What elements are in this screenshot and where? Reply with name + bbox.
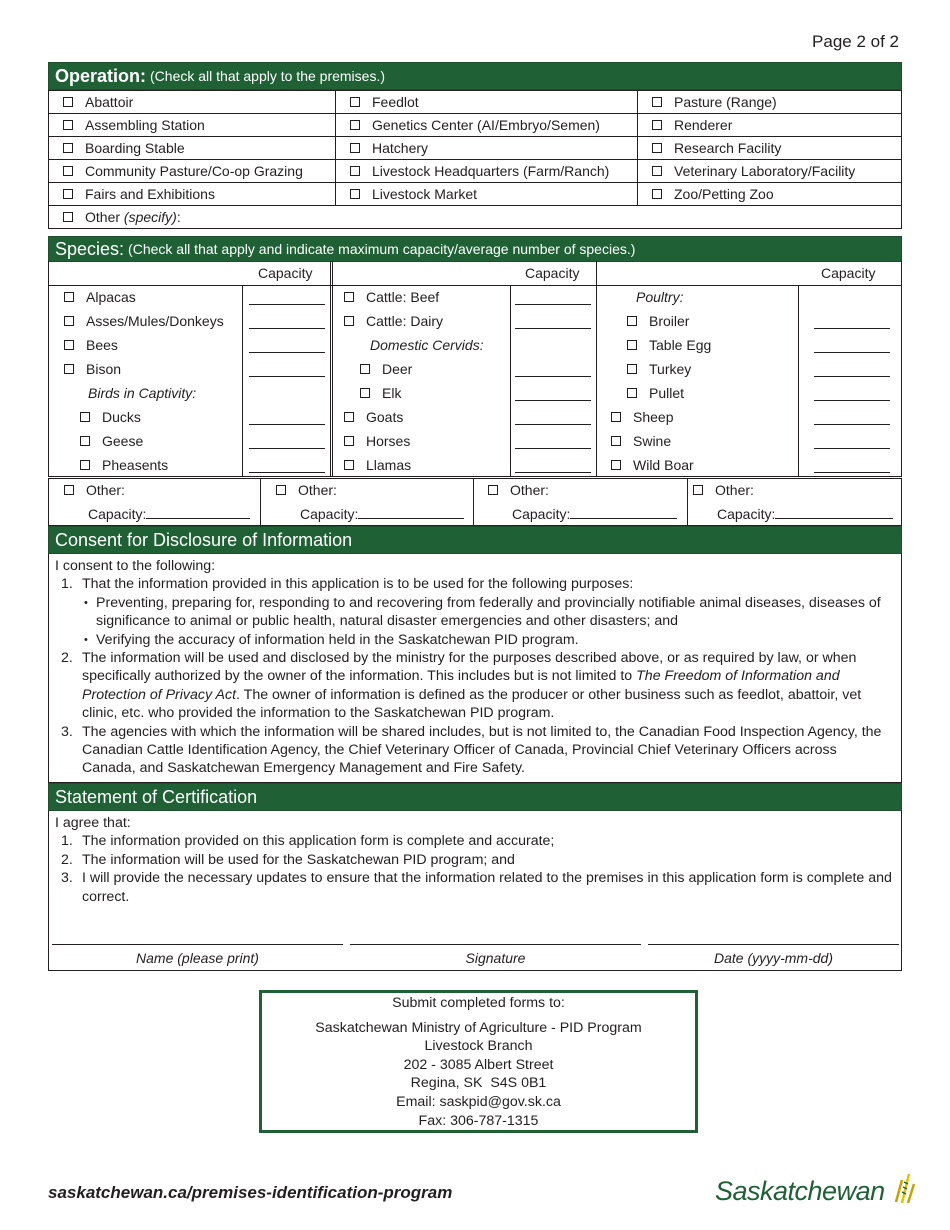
checkbox[interactable] <box>652 166 662 176</box>
consent-intro: I consent to the following: <box>55 558 216 574</box>
checkbox[interactable] <box>350 120 360 130</box>
species-subtitle: (Check all that apply and indicate maximum capacity/average number of species.) <box>128 241 636 257</box>
checkbox[interactable] <box>627 388 637 398</box>
divider <box>330 261 331 477</box>
capacity-field[interactable] <box>249 304 325 305</box>
submit-line: Regina, SK S4S 0B1 <box>410 1075 547 1092</box>
consent-bullet-2: • Verifying the accuracy of information held in the Saskatchewan PID program. <box>82 631 893 649</box>
species-label: Alpacas <box>86 289 136 305</box>
species-option[interactable] <box>627 337 711 353</box>
checkbox[interactable] <box>350 189 360 199</box>
other-specify: (specify) <box>123 209 177 225</box>
date-field[interactable] <box>648 944 899 945</box>
species-option[interactable] <box>627 385 684 401</box>
checkbox[interactable] <box>80 460 90 470</box>
checkbox[interactable] <box>64 292 74 302</box>
divider <box>332 261 333 477</box>
species-option[interactable] <box>360 361 412 377</box>
species-label: Geese <box>102 433 144 449</box>
checkbox[interactable] <box>652 120 662 130</box>
species-label: Wild Boar <box>633 457 694 473</box>
list-item: 2. The information will be used for the Saskatchewan PID program; and <box>61 851 515 868</box>
operation-option[interactable] <box>49 137 336 160</box>
species-label: Table Egg <box>649 337 712 353</box>
capacity-label: Capacity: <box>512 506 571 522</box>
divider <box>473 478 474 525</box>
checkbox[interactable] <box>64 485 74 495</box>
option-label: Hatchery <box>372 140 429 156</box>
species-option[interactable] <box>611 409 673 425</box>
certification-body <box>48 811 902 971</box>
species-label: Cattle: Beef <box>366 289 440 305</box>
capacity-label: Capacity: <box>88 506 147 522</box>
consent-sublist <box>82 594 893 649</box>
option-label: Abattoir <box>85 94 134 110</box>
operation-other[interactable] <box>49 206 902 229</box>
footer-url[interactable]: saskatchewan.ca/premises-identification-program <box>48 1183 453 1202</box>
submit-heading: Submit completed forms to: <box>392 995 565 1011</box>
checkbox[interactable] <box>63 143 73 153</box>
submit-fax: Fax: 306-787-1315 <box>418 1112 539 1129</box>
capacity-field[interactable] <box>249 472 325 473</box>
species-other-row <box>48 478 902 526</box>
option-label: Pasture (Range) <box>674 94 777 110</box>
capacity-field[interactable] <box>814 376 890 377</box>
other-colon: : <box>176 209 181 225</box>
other-capacity[interactable] <box>717 506 893 522</box>
divider <box>798 285 799 477</box>
option-label: Community Pasture/Co-op Grazing <box>85 163 303 179</box>
certification-header <box>48 783 902 811</box>
certification-item: The information will be used for the Saskatchewan PID program; and <box>82 851 515 868</box>
certification-item: I will provide the necessary updates to ensure that the information related to the premises in this application form is complete and correct. <box>82 870 892 905</box>
other-species-option[interactable] <box>64 482 125 498</box>
other-label: Other: <box>298 482 337 498</box>
checkbox[interactable] <box>652 97 662 107</box>
consent-item-2: The information will be used and disclosed by the ministry for the purposes described above, or as required by law, or when specifically authorized by the owner of the information. This includes but is not limited to <box>82 650 857 685</box>
divider <box>510 285 511 477</box>
other-species-option[interactable] <box>276 482 337 498</box>
name-label: Name (please print) <box>136 950 259 966</box>
checkbox[interactable] <box>80 436 90 446</box>
checkbox[interactable] <box>80 412 90 422</box>
consent-item-2-rest: . The owner of information is defined as the producer or other business such as feedlot, abattoir, vet clinic, etc. who provided the information to the Saskatchewan PID program. <box>82 686 862 722</box>
wheat-icon <box>890 1170 916 1204</box>
option-label: Livestock Market <box>372 186 478 202</box>
operation-option[interactable] <box>638 114 902 137</box>
other-label: Other: <box>715 482 754 498</box>
species-option[interactable] <box>64 337 118 353</box>
checkbox[interactable] <box>350 97 360 107</box>
consent-item-1: That the information provided in this application is to be used for the following purposes: <box>82 576 634 593</box>
operation-option[interactable] <box>336 114 638 137</box>
species-grid <box>48 261 902 477</box>
logo-text: Saskatchewan <box>715 1176 885 1206</box>
capacity-field[interactable] <box>515 424 591 425</box>
operation-option[interactable] <box>336 137 638 160</box>
consent-title: Consent for Disclosure of Information <box>55 529 353 550</box>
capacity-field[interactable] <box>249 328 325 329</box>
capacity-field[interactable] <box>814 448 890 449</box>
checkbox[interactable] <box>627 364 637 374</box>
operation-option[interactable] <box>336 160 638 183</box>
capacity-field[interactable] <box>515 328 591 329</box>
species-option[interactable] <box>80 409 141 425</box>
capacity-field[interactable] <box>249 352 325 353</box>
capacity-header: Capacity <box>525 265 580 281</box>
consent-header <box>48 526 902 554</box>
species-option[interactable] <box>360 385 401 401</box>
checkbox[interactable] <box>488 485 498 495</box>
species-option[interactable] <box>80 457 168 473</box>
checkbox[interactable] <box>693 485 703 495</box>
operation-option[interactable] <box>49 91 336 114</box>
checkbox[interactable] <box>276 485 286 495</box>
capacity-header: Capacity <box>258 265 313 281</box>
checkbox[interactable] <box>652 189 662 199</box>
other-label: Other <box>85 209 121 225</box>
list-item: 2. The information will be used and disclosed by the ministry for the purposes described above, or as required by law, or when specifically authorized by the owner of the information. This includes but is not limited to The Freedom of Information and Protection of Privacy Act. The owner of information is defined as the producer or other business such as feedlot, abattoir, vet clinic, etc. who provided the information to the Saskatchewan PID program. <box>61 650 862 722</box>
other-species-option[interactable] <box>693 482 754 498</box>
submit-line: Livestock Branch <box>424 1038 533 1055</box>
species-label: Broiler <box>649 313 690 329</box>
species-option[interactable] <box>344 457 411 473</box>
operation-option[interactable] <box>638 160 902 183</box>
capacity-header: Capacity <box>821 265 876 281</box>
checkbox[interactable] <box>627 316 637 326</box>
capacity-field[interactable] <box>358 518 464 519</box>
divider <box>260 478 261 525</box>
species-option[interactable] <box>627 361 691 377</box>
other-species-option[interactable] <box>488 482 549 498</box>
species-label: Pullet <box>649 385 685 401</box>
checkbox[interactable] <box>63 97 73 107</box>
species-option[interactable] <box>627 313 689 329</box>
option-label: Assembling Station <box>85 117 205 133</box>
species-header <box>48 236 902 262</box>
species-label: Bison <box>86 361 122 377</box>
checkbox[interactable] <box>627 340 637 350</box>
consent-list <box>55 575 893 777</box>
submit-line: Saskatchewan Ministry of Agriculture - PID Program <box>315 1019 642 1036</box>
page-number: Page 2 of 2 <box>812 32 899 51</box>
species-label: Swine <box>633 433 672 449</box>
capacity-field[interactable] <box>515 304 591 305</box>
capacity-field[interactable] <box>775 518 893 519</box>
other-capacity[interactable] <box>300 506 464 522</box>
checkbox[interactable] <box>611 460 621 470</box>
species-title: Species: <box>55 238 125 259</box>
capacity-field[interactable] <box>515 472 591 473</box>
operation-option[interactable] <box>336 183 638 206</box>
other-capacity[interactable] <box>88 506 250 522</box>
operation-option[interactable] <box>638 91 902 114</box>
list-item: 1. That the information provided in this application is to be used for the following purposes: • Preventing, preparing for, responding to and recovering from federally and provincially notifiable animal diseases, diseases of significance to animal or public health, natural disaster emergencies and other disasters; and • Verifying the accuracy of information held in the Saskatchewan PID program. <box>55 575 893 649</box>
capacity-field[interactable] <box>249 424 325 425</box>
option-label: Zoo/Petting Zoo <box>674 186 774 202</box>
operation-option[interactable] <box>638 137 902 160</box>
capacity-field[interactable] <box>814 472 890 473</box>
capacity-field[interactable] <box>146 518 250 519</box>
signature-field[interactable] <box>350 944 641 945</box>
divider <box>242 285 243 477</box>
species-label: Horses <box>366 433 411 449</box>
species-option[interactable] <box>80 433 143 449</box>
option-label: Livestock Headquarters (Farm/Ranch) <box>372 163 610 179</box>
divider <box>596 261 597 477</box>
submit-line: 202 - 3085 Albert Street <box>403 1056 554 1073</box>
other-capacity[interactable] <box>512 506 677 522</box>
other-label: Other: <box>86 482 125 498</box>
certification-item: The information provided on this application form is complete and accurate; <box>82 833 555 850</box>
capacity-field[interactable] <box>249 376 325 377</box>
option-label: Boarding Stable <box>85 140 185 156</box>
checkbox[interactable] <box>63 189 73 199</box>
option-label: Renderer <box>674 117 733 133</box>
checkbox[interactable] <box>652 143 662 153</box>
checkbox[interactable] <box>64 316 74 326</box>
capacity-field[interactable] <box>814 328 890 329</box>
act-title: The Freedom of Information and Protection of Privacy Act <box>82 668 840 703</box>
checkbox[interactable] <box>63 120 73 130</box>
checkbox[interactable] <box>350 143 360 153</box>
species-option[interactable] <box>344 409 403 425</box>
capacity-field[interactable] <box>515 376 591 377</box>
checkbox[interactable] <box>344 292 354 302</box>
checkbox[interactable] <box>360 388 370 398</box>
checkbox[interactable] <box>350 166 360 176</box>
checkbox[interactable] <box>344 460 354 470</box>
operation-option[interactable] <box>336 91 638 114</box>
species-option[interactable] <box>344 289 439 305</box>
species-label: Elk <box>382 385 402 401</box>
other-label: Other: <box>510 482 549 498</box>
capacity-field[interactable] <box>515 400 591 401</box>
capacity-label: Capacity: <box>717 506 776 522</box>
saskatchewan-logo <box>715 1170 916 1207</box>
operation-table <box>48 90 902 229</box>
list-item: 1. The information provided on this application form is complete and accurate; <box>61 833 555 850</box>
species-option[interactable] <box>64 313 224 329</box>
capacity-field[interactable] <box>814 424 890 425</box>
species-label: Sheep <box>633 409 674 425</box>
operation-option[interactable] <box>638 183 902 206</box>
checkbox[interactable] <box>611 412 621 422</box>
species-label: Cattle: Dairy <box>366 313 444 329</box>
operation-option[interactable] <box>49 114 336 137</box>
species-option[interactable] <box>344 313 443 329</box>
option-label: Fairs and Exhibitions <box>85 186 215 202</box>
checkbox[interactable] <box>611 436 621 446</box>
species-label: Pheasents <box>102 457 169 473</box>
checkbox[interactable] <box>63 166 73 176</box>
operation-header <box>48 62 902 90</box>
species-label: Bees <box>86 337 118 353</box>
capacity-field[interactable] <box>814 400 890 401</box>
signature-label: Signature <box>465 950 526 966</box>
capacity-field[interactable] <box>249 448 325 449</box>
list-item: 3. I will provide the necessary updates to ensure that the information related to the premises in this application form is complete and correct. <box>61 870 892 905</box>
consent-item-3: The agencies with which the information will be shared includes, but is not limited to, the Canadian Food Inspection Agency, the Canadian Cattle Identification Agency, the Chief Veterinary Officer of Canada, Provincial Chief Veterinary Officers across Canada, and Saskatchewan Emergency Management and Fire Safety. <box>82 723 882 777</box>
list-item: 3. The agencies with which the information will be shared includes, but is not limited to, the Canadian Food Inspection Agency, the Canadian Cattle Identification Agency, the Chief Veterinary Officer of Canada, Provincial Chief Veterinary Officers across Canada, and Saskatchewan Emergency Management and Fire Safety. <box>61 723 882 777</box>
checkbox[interactable] <box>360 364 370 374</box>
species-label: Turkey <box>649 361 692 377</box>
submit-email: Email: saskpid@gov.sk.ca <box>396 1093 561 1110</box>
species-label: Deer <box>382 361 413 377</box>
certification-list <box>55 832 893 906</box>
species-group-label: Domestic Cervids: <box>370 337 484 353</box>
species-label: Llamas <box>366 457 412 473</box>
species-group-label: Birds in Captivity: <box>88 385 197 401</box>
option-label: Genetics Center (AI/Embryo/Semen) <box>372 117 600 133</box>
species-option[interactable] <box>344 433 410 449</box>
name-field[interactable] <box>52 944 343 945</box>
certification-title: Statement of Certification <box>55 786 258 807</box>
divider <box>49 285 901 286</box>
checkbox[interactable] <box>64 340 74 350</box>
divider <box>49 478 901 479</box>
species-option[interactable] <box>611 457 694 473</box>
species-label: Goats <box>366 409 404 425</box>
date-label: Date (yyyy-mm-dd) <box>713 950 833 966</box>
divider <box>687 478 688 525</box>
species-option[interactable] <box>611 433 671 449</box>
checkbox[interactable] <box>344 316 354 326</box>
option-label: Veterinary Laboratory/Facility <box>674 163 856 179</box>
checkbox[interactable] <box>64 364 74 374</box>
species-group-label: Poultry: <box>636 289 684 305</box>
operation-title: Operation: <box>55 65 147 86</box>
species-option[interactable] <box>64 361 121 377</box>
option-label: Feedlot <box>372 94 419 110</box>
capacity-field[interactable] <box>814 352 890 353</box>
species-option[interactable] <box>64 289 136 305</box>
consent-bullet-1: • Preventing, preparing for, responding to and recovering from federally and provincially notifiable animal diseases, diseases of significance to animal or public health, natural disaster emergencies and other disasters; and <box>82 594 893 631</box>
checkbox[interactable] <box>344 436 354 446</box>
certification-intro: I agree that: <box>55 815 131 831</box>
species-label: Ducks <box>102 409 141 425</box>
operation-subtitle: (Check all that apply to the premises.) <box>150 68 386 84</box>
operation-option[interactable] <box>49 160 336 183</box>
checkbox[interactable] <box>344 412 354 422</box>
operation-option[interactable] <box>49 183 336 206</box>
species-label: Asses/Mules/Donkeys <box>86 313 224 329</box>
checkbox[interactable] <box>63 212 73 222</box>
capacity-field[interactable] <box>515 448 591 449</box>
capacity-label: Capacity: <box>300 506 359 522</box>
option-label: Research Facility <box>674 140 782 156</box>
submit-box <box>259 990 698 1133</box>
capacity-field[interactable] <box>570 518 677 519</box>
consent-body <box>48 554 902 783</box>
